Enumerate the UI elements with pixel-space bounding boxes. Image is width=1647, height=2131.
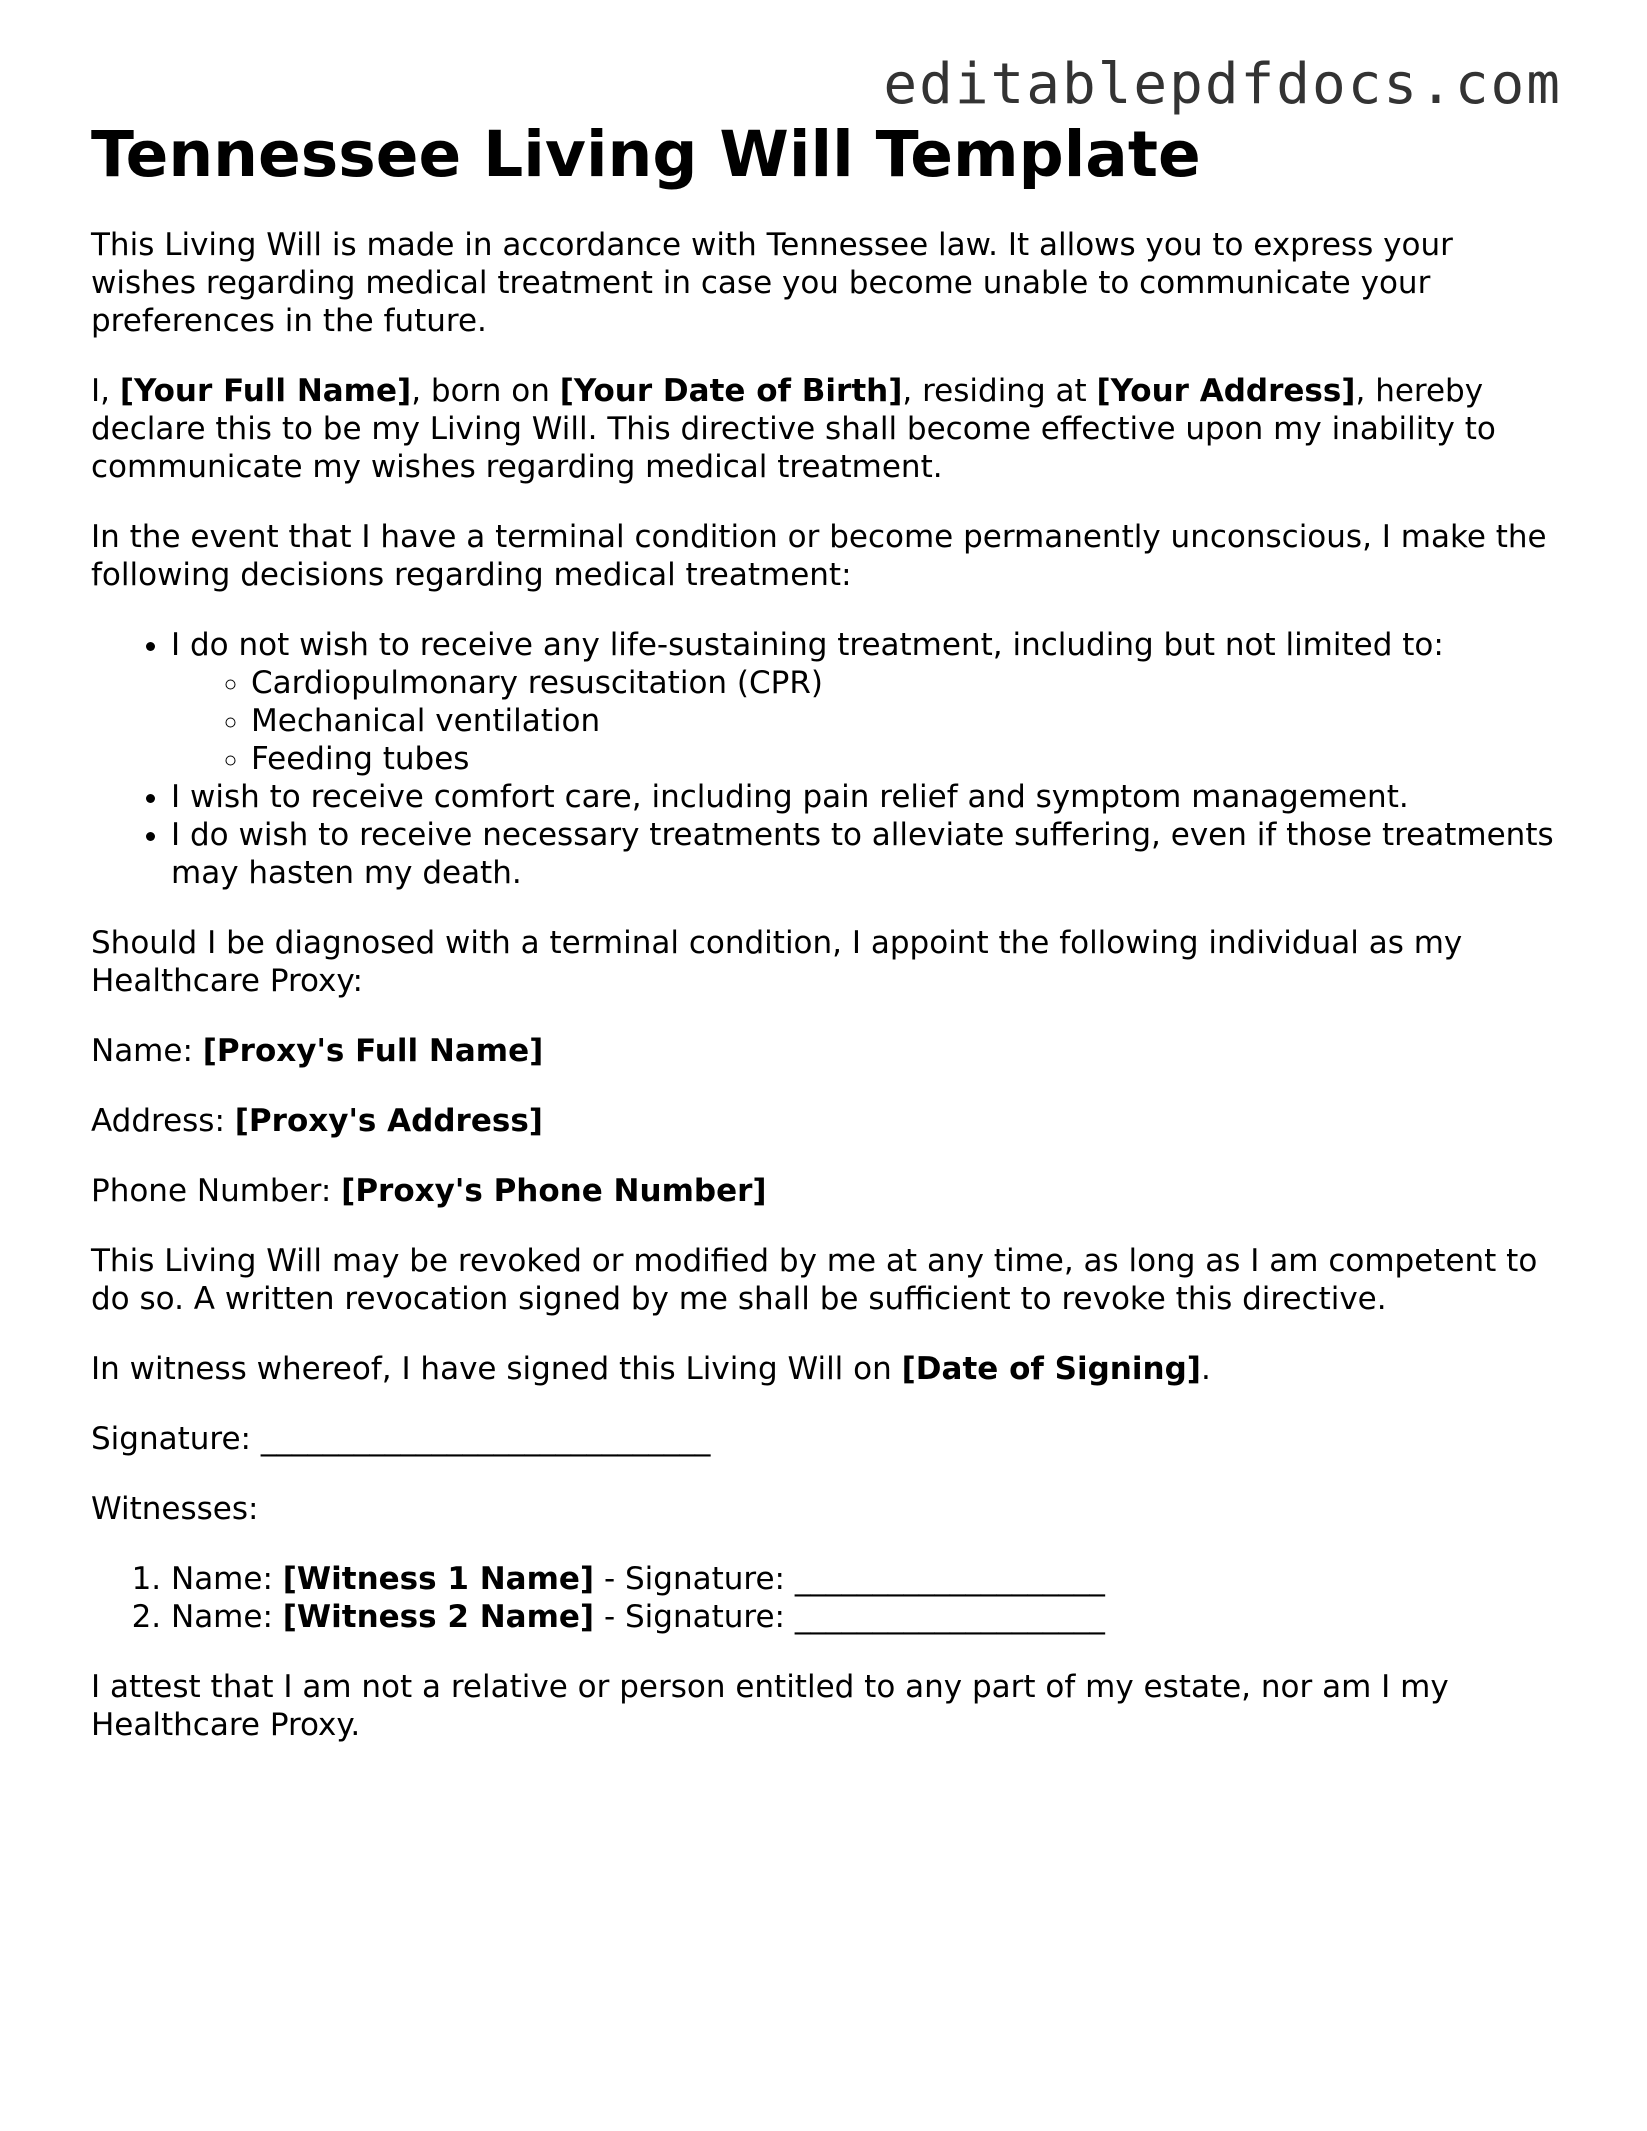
proxy-phone-label: Phone Number: (91, 1173, 342, 1209)
intro-paragraph: This Living Will is made in accordance with Tennessee law. It allows you to express your wishes regarding medical treatment in case you become unable to communicate your preferences in the future. (91, 227, 1453, 339)
signature-blank[interactable]: _____________________________ (260, 1421, 711, 1457)
proxy-name-placeholder: [Proxy's Full Name] (202, 1033, 544, 1069)
document-title: Tennessee Living Will Template (91, 118, 1201, 191)
treatment-item: ◦ Mechanical ventilation (251, 702, 1561, 740)
terminal-condition-paragraph: In the event that I have a terminal condition or become permanently unconscious, I make the following decisions regarding medical treatment: (91, 519, 1547, 593)
proxy-name-line (91, 1032, 1561, 1070)
revocation-paragraph: This Living Will may be revoked or modified by me at any time, as long as I am competent to do so. A written revocation signed by me shall be sufficient to revoke this directive. (91, 1243, 1538, 1317)
witness-signature-label: - Signature: (594, 1561, 795, 1597)
witness-name-label: Name: (171, 1599, 283, 1635)
decisions-list (91, 626, 1561, 892)
proxy-address-label: Address: (91, 1103, 235, 1139)
address-placeholder: [Your Address] (1096, 373, 1356, 409)
declaration-paragraph (91, 372, 1561, 486)
signature-label: Signature: (91, 1421, 261, 1457)
proxy-address-placeholder: [Proxy's Address] (234, 1103, 543, 1139)
witness-signature-blank[interactable]: ____________________ (794, 1599, 1105, 1635)
proxy-intro-paragraph: Should I be diagnosed with a terminal condition, I appoint the following individual as my Healthcare Proxy: (91, 925, 1463, 999)
witness-signature-label: - Signature: (594, 1599, 795, 1635)
document-body (91, 110, 1561, 1776)
witness-name-label: Name: (171, 1561, 283, 1597)
witness-statement-end: . (1200, 1351, 1211, 1387)
proxy-name-label: Name: (91, 1033, 203, 1069)
treatments-sublist (171, 664, 1561, 778)
declaration-text-4: , hereby declare this to be my Living Will. This directive shall become effective upon my inability to communicate my wishes regarding medical treatment. (91, 373, 1496, 485)
proxy-phone-line (91, 1172, 1561, 1210)
decision-item-1 (171, 626, 1561, 778)
signature-line (91, 1420, 1561, 1458)
watermark: editablepdfdocs.com (883, 52, 1562, 117)
proxy-phone-placeholder: [Proxy's Phone Number] (341, 1173, 767, 1209)
witness-name-placeholder: [Witness 2 Name] (282, 1599, 595, 1635)
witness-statement-text: In witness whereof, I have signed this Living Will on (91, 1351, 902, 1387)
decision-item-3: • I do wish to receive necessary treatments to alleviate suffering, even if those treatments may hasten my death. (171, 816, 1561, 892)
attestation-paragraph: I attest that I am not a relative or person entitled to any part of my estate, nor am I my Healthcare Proxy. (91, 1669, 1449, 1743)
witness-signature-blank[interactable]: ____________________ (794, 1561, 1105, 1597)
treatment-item: ◦ Cardiopulmonary resuscitation (CPR) (251, 664, 1561, 702)
decision-item-2: • I wish to receive comfort care, including pain relief and symptom management. (171, 778, 1561, 816)
witnesses-list (91, 1560, 1561, 1636)
signing-date-placeholder: [Date of Signing] (901, 1351, 1201, 1387)
witnesses-label: Witnesses: (91, 1491, 259, 1527)
proxy-address-line (91, 1102, 1561, 1140)
full-name-placeholder: [Your Full Name] (119, 373, 412, 409)
witness-statement (91, 1350, 1561, 1388)
witness-item-2 (171, 1598, 1561, 1636)
declaration-text-2: , born on (411, 373, 560, 409)
decision-item-1-text: I do not wish to receive any life-sustaining treatment, including but not limited to: (171, 627, 1444, 663)
witness-item-1 (171, 1560, 1561, 1598)
witness-name-placeholder: [Witness 1 Name] (282, 1561, 595, 1597)
declaration-text-3: , residing at (902, 373, 1097, 409)
dob-placeholder: [Your Date of Birth] (559, 373, 903, 409)
declaration-text-1: I, (91, 373, 120, 409)
treatment-item: ◦ Feeding tubes (251, 740, 1561, 778)
